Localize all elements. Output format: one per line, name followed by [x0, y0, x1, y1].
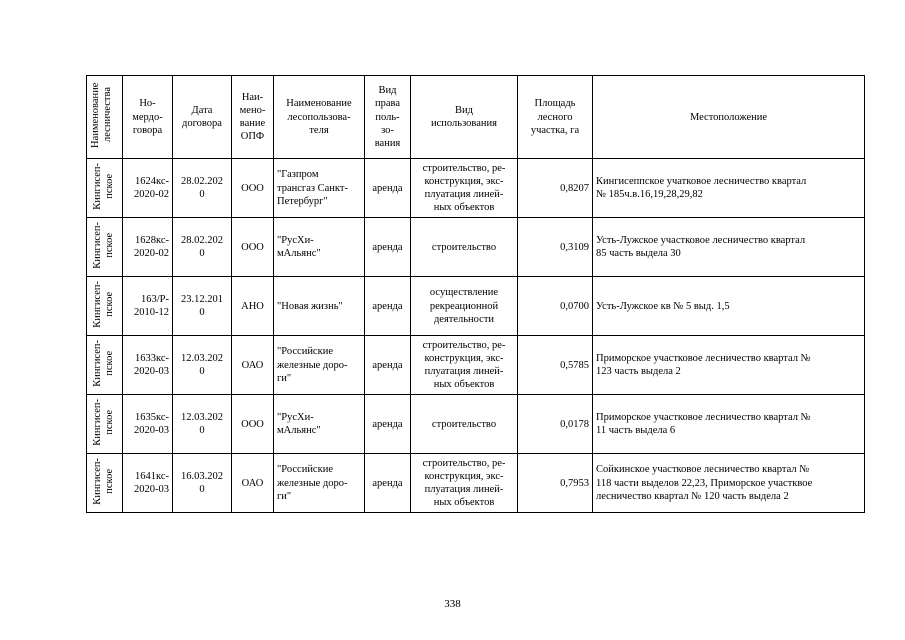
table-row	[87, 159, 865, 218]
cell-contract-date: 12.03.202 0	[173, 395, 232, 454]
cell-contract-no: 163/Р- 2010-12	[123, 277, 173, 336]
page-number: 338	[444, 598, 461, 610]
cell-opf: ООО	[232, 218, 274, 277]
cell-contract-no: 1624кс- 2020-02	[123, 159, 173, 218]
header-use-type: Вид использования	[411, 76, 518, 159]
cell-location: Приморское участковое лесничество квартал № 11 часть выдела 6	[593, 395, 865, 454]
header-contract-date: Дата договора	[173, 76, 232, 159]
header-area: Площадь лесного участка, га	[518, 76, 593, 159]
table-row	[87, 277, 865, 336]
cell-right-type: аренда	[365, 277, 411, 336]
cell-location: Кингисеппское учатковое лесничество квартал № 185ч.в.16,19,28,29,82	[593, 159, 865, 218]
cell-forestry: Кингисеп- пское	[87, 159, 123, 218]
cell-use-type: строительство	[411, 218, 518, 277]
header-user-name: Наименование лесопользова- теля	[274, 76, 365, 159]
cell-contract-date: 28.02.202 0	[173, 159, 232, 218]
header-contract-no: Но- мердо- говора	[123, 76, 173, 159]
cell-area: 0,3109	[518, 218, 593, 277]
cell-opf: ООО	[232, 159, 274, 218]
cell-contract-no: 1628кс- 2020-02	[123, 218, 173, 277]
cell-opf: ООО	[232, 395, 274, 454]
cell-area: 0,7953	[518, 454, 593, 513]
cell-user-name: "РусХи- мАльянс"	[274, 395, 365, 454]
cell-location: Усть-Лужское кв № 5 выд. 1,5	[593, 277, 865, 336]
cell-user-name: "Газпром трансгаз Санкт- Петербург"	[274, 159, 365, 218]
cell-location: Приморское участковое лесничество квартал № 123 часть выдела 2	[593, 336, 865, 395]
cell-opf: АНО	[232, 277, 274, 336]
cell-forestry: Кингисеп- пское	[87, 454, 123, 513]
cell-right-type: аренда	[365, 159, 411, 218]
forest-lease-table	[86, 75, 865, 513]
cell-contract-date: 28.02.202 0	[173, 218, 232, 277]
cell-use-type: строительство, ре- конструкция, экс- плуатация линей- ных объектов	[411, 454, 518, 513]
cell-forestry: Кингисеп- пское	[87, 277, 123, 336]
table-row	[87, 454, 865, 513]
cell-use-type: осуществление рекреационной деятельности	[411, 277, 518, 336]
cell-right-type: аренда	[365, 218, 411, 277]
header-forestry: Наименование лесничества	[87, 76, 123, 159]
table-row	[87, 395, 865, 454]
cell-contract-no: 1633кс- 2020-03	[123, 336, 173, 395]
cell-use-type: строительство, ре- конструкция, экс- плуатация линей- ных объектов	[411, 336, 518, 395]
cell-use-type: строительство	[411, 395, 518, 454]
cell-user-name: "РусХи- мАльянс"	[274, 218, 365, 277]
cell-forestry: Кингисеп- пское	[87, 395, 123, 454]
cell-forestry: Кингисеп- пское	[87, 336, 123, 395]
cell-area: 0,8207	[518, 159, 593, 218]
header-location: Местоположение	[593, 76, 865, 159]
table-row	[87, 336, 865, 395]
cell-right-type: аренда	[365, 395, 411, 454]
header-right-type: Вид права поль- зо- вания	[365, 76, 411, 159]
cell-user-name: "Российские железные доро- ги"	[274, 336, 365, 395]
header-row	[87, 76, 865, 159]
cell-forestry: Кингисеп- пское	[87, 218, 123, 277]
cell-area: 0,0700	[518, 277, 593, 336]
table-row	[87, 218, 865, 277]
cell-opf: ОАО	[232, 336, 274, 395]
cell-contract-date: 16.03.202 0	[173, 454, 232, 513]
cell-right-type: аренда	[365, 336, 411, 395]
cell-area: 0,5785	[518, 336, 593, 395]
cell-opf: ОАО	[232, 454, 274, 513]
cell-contract-date: 12.03.202 0	[173, 336, 232, 395]
cell-use-type: строительство, ре- конструкция, экс- плуатация линей- ных объектов	[411, 159, 518, 218]
cell-contract-no: 1635кс- 2020-03	[123, 395, 173, 454]
cell-location: Усть-Лужское участковое лесничество квартал 85 часть выдела 30	[593, 218, 865, 277]
cell-contract-no: 1641кс- 2020-03	[123, 454, 173, 513]
cell-area: 0,0178	[518, 395, 593, 454]
cell-user-name: "Новая жизнь"	[274, 277, 365, 336]
header-opf: Наи- мено- вание ОПФ	[232, 76, 274, 159]
cell-right-type: аренда	[365, 454, 411, 513]
cell-contract-date: 23.12.201 0	[173, 277, 232, 336]
cell-location: Сойкинское участковое лесничество квартал № 118 части выделов 22,23, Приморское участквое лесничество квартал № 120 часть выдела 2	[593, 454, 865, 513]
cell-user-name: "Российские железные доро- ги"	[274, 454, 365, 513]
